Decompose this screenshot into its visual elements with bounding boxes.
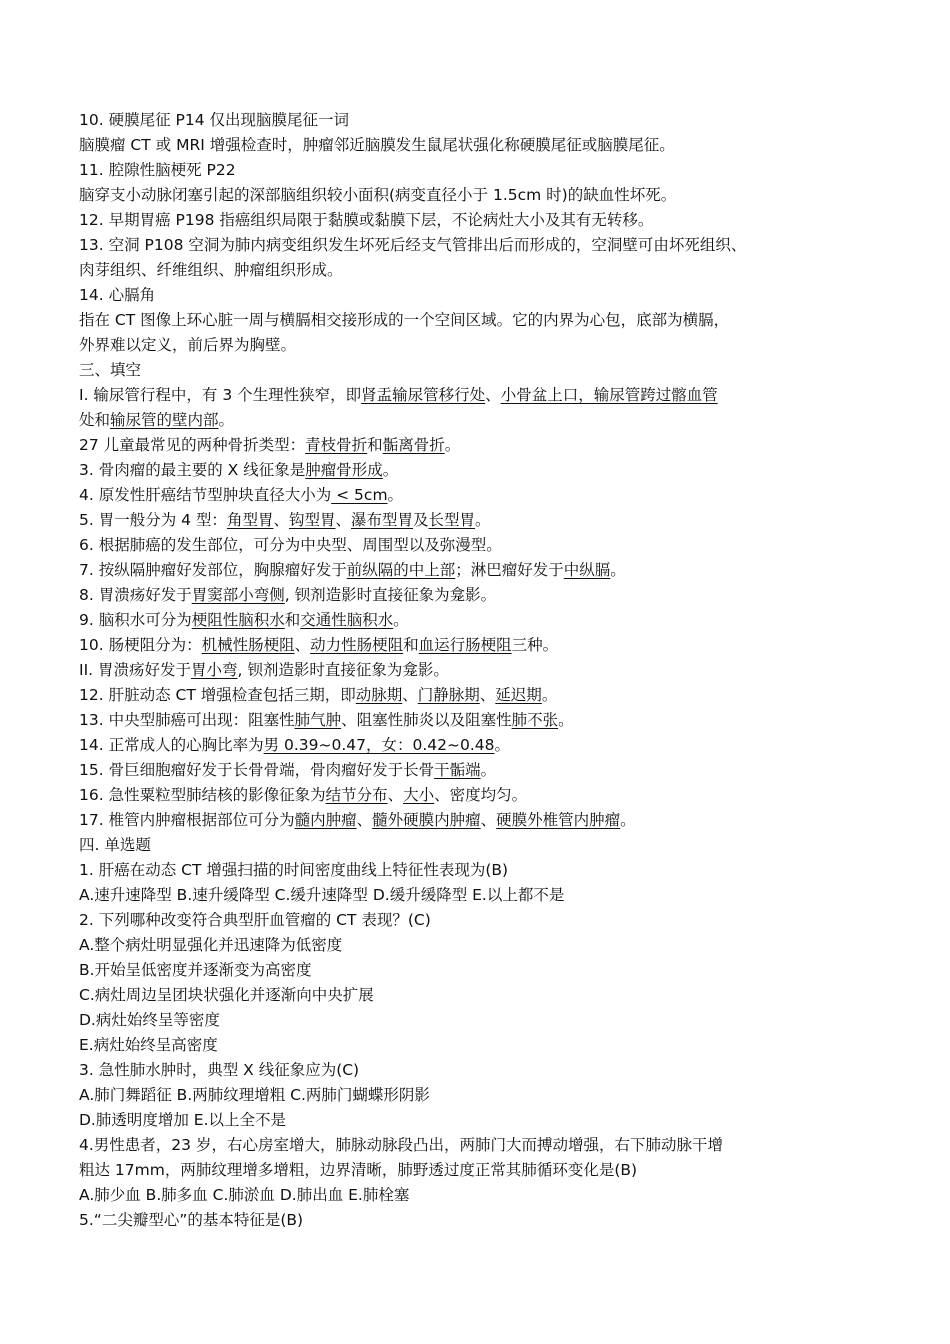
text-line [79, 1133, 879, 1158]
underlined-answer: 血运行肠梗阻 [418, 636, 512, 654]
text-segment: 、 [480, 811, 497, 829]
text-segment: 处 [79, 411, 95, 429]
text-segment: 、 [294, 636, 311, 654]
text-line [79, 1033, 879, 1058]
text-line [79, 308, 879, 333]
text-line [79, 1158, 879, 1183]
text-segment: 11. 腔隙性脑梗死 P22 [79, 161, 236, 179]
text-segment: 、 [387, 786, 404, 804]
text-segment: 13. 中央型肺癌可出现：阻塞性 [79, 711, 295, 729]
text-segment: 5.“二尖瓣型心”的基本特征是(B) [79, 1211, 304, 1229]
text-segment: , 钡剂造影时直接征象为龛影。 [284, 586, 497, 604]
text-segment: 1. 肝癌在动态 CT 增强扫描的时间密度曲线上特征性表现为(B) [79, 861, 509, 879]
text-segment: A.速升速降型 B.速升缓降型 C.缓升速降型 D.缓升缓降型 E.以上都不是 [79, 886, 565, 904]
text-segment: 脑穿支小动脉闭塞引起的深部脑组织较小面积(病变直径小于 1.5cm 时)的缺血性坏死。 [79, 186, 677, 204]
text-line [79, 983, 879, 1008]
text-segment: 指在 CT 图像上环心脏一周与横膈相交接形成的一个空间区域。它的内界为心包，底部为横膈， [79, 311, 730, 329]
text-segment: II. 胃溃疡好发于 [79, 661, 191, 679]
text-segment: I. 输尿管行程中，有 3 个生理性狭窄，即 [79, 386, 362, 404]
underlined-answer: < 5cm [331, 486, 388, 504]
text-line [79, 683, 879, 708]
underlined-answer: 延迟期 [495, 686, 542, 704]
text-line [79, 833, 879, 858]
text-segment: 三种。 [511, 636, 559, 654]
underlined-answer: 干骺端 [434, 761, 481, 779]
text-segment: 15. 骨巨细胞瘤好发于长骨骨端，骨肉瘤好发于长骨 [79, 761, 435, 779]
underlined-answer: 骺离骨折 [382, 436, 445, 454]
text-segment: 。 [494, 736, 511, 754]
text-segment: 27 儿童最常见的两种骨折类型： [79, 436, 306, 454]
underlined-answer: 胃小弯 [191, 661, 238, 679]
underlined-answer: 梗阻性脑积水 [191, 611, 285, 629]
underlined-answer: 角型胃 [226, 511, 274, 529]
text-segment: 。 [387, 486, 404, 504]
underlined-answer: 肺不张 [511, 711, 559, 729]
underlined-answer: 大小 [403, 786, 435, 804]
text-segment: 外界难以定义，前后界为胸壁。 [79, 336, 297, 354]
text-line [79, 283, 879, 308]
underlined-answer: 门静脉期 [417, 686, 480, 704]
text-segment: 。 [480, 761, 497, 779]
text-line [79, 933, 879, 958]
text-segment: 。 [444, 436, 461, 454]
text-segment: 、 [273, 511, 289, 529]
text-line [79, 458, 879, 483]
text-segment: A.肺少血 B.肺多血 C.肺淤血 D.肺出血 E.肺栓塞 [79, 1186, 410, 1204]
underlined-answer: 输尿管的壁内部 [110, 411, 219, 429]
text-segment: 16. 急性粟粒型肺结核的影像征象为 [79, 786, 326, 804]
underlined-answer: 肿瘤骨形成 [305, 461, 383, 479]
text-segment: ；淋巴瘤好发于 [455, 561, 564, 579]
text-segment: 四. 单选题 [79, 836, 151, 854]
text-line [79, 1058, 879, 1083]
text-segment: 6. 根据肺癌的发生部位，可分为中央型、周围型以及弥漫型。 [79, 536, 502, 554]
text-segment: C.病灶周边呈团块状强化并逐渐向中央扩展 [79, 986, 374, 1004]
text-segment: 、 [479, 686, 496, 704]
text-line [79, 558, 879, 583]
text-line [79, 358, 879, 383]
text-line [79, 783, 879, 808]
text-segment: 3. 急性肺水肿时，典型 X 线征象应为(C) [79, 1061, 360, 1079]
underlined-answer: 动脉期 [355, 686, 403, 704]
text-segment: 17. 椎管内肿瘤根据部位可分为 [79, 811, 295, 829]
text-segment: 。 [610, 561, 626, 579]
text-line [79, 1183, 879, 1208]
text-segment: D.肺透明度增加 E.以上全不是 [79, 1111, 287, 1129]
text-segment: 12. 肝脏动态 CT 增强检查包括三期，即 [79, 686, 356, 704]
text-line [79, 808, 879, 833]
text-line [79, 708, 879, 733]
text-segment: 14. 正常成人的心胸比率为 [79, 736, 264, 754]
text-segment: 2. 下列哪种改变符合典型肝血管瘤的 CT 表现？(C) [79, 911, 431, 929]
text-segment: 、 [402, 686, 418, 704]
underlined-answer: 机械性肠梗阻 [201, 636, 295, 654]
text-segment: 肉芽组织、纤维组织、肿瘤组织形成。 [79, 261, 343, 279]
text-segment: B.开始呈低密度并逐渐变为高密度 [79, 961, 312, 979]
text-segment: 5. 胃一般分为 4 型： [79, 511, 227, 529]
text-line [79, 408, 879, 433]
text-line [79, 183, 879, 208]
text-segment: 8. 胃溃疡好发于 [79, 586, 192, 604]
underlined-answer: 钩型胃 [288, 511, 336, 529]
text-line [79, 508, 879, 533]
text-segment: 10. 硬膜尾征 P14 仅出现脑膜尾征一词 [79, 111, 350, 129]
text-line [79, 133, 879, 158]
text-line [79, 858, 879, 883]
text-line [79, 1108, 879, 1133]
text-segment: 、密度均匀。 [434, 786, 528, 804]
text-line [79, 608, 879, 633]
text-line [79, 733, 879, 758]
text-line [79, 758, 879, 783]
underlined-answer: 髓内肿瘤 [294, 811, 357, 829]
text-line [79, 233, 879, 258]
text-segment: 、 [485, 386, 501, 404]
underlined-answer: 结节分布 [325, 786, 388, 804]
text-segment: 14. 心膈角 [79, 286, 156, 304]
underlined-answer: 中纵膈 [563, 561, 611, 579]
text-segment: 。 [558, 711, 574, 729]
text-line [79, 108, 879, 133]
text-segment: 4. 原发性肝癌结节型肿块直径大小为 [79, 486, 332, 504]
text-segment: 12. 早期胃癌 P198 指癌组织局限于黏膜或黏膜下层，不论病灶大小及其有无转移。 [79, 211, 654, 229]
underlined-answer: 男 0.39~0.47，女：0.42~0.48 [263, 736, 495, 754]
text-segment: 。 [382, 461, 399, 479]
text-line [79, 158, 879, 183]
text-segment: 、 [335, 511, 351, 529]
text-segment: 和 [403, 636, 419, 654]
text-segment: 粗达 17mm，两肺纹理增多增粗，边界清晰，肺野透过度正常其肺循环变化是(B) [79, 1161, 638, 1179]
text-line [79, 333, 879, 358]
underlined-answer: 胃窦部小弯侧 [191, 586, 285, 604]
text-line [79, 908, 879, 933]
text-line [79, 1008, 879, 1033]
text-segment: 13. 空洞 P108 空洞为肺内病变组织发生坏死后经支气管排出后而形成的，空洞壁可由坏死组织、 [79, 236, 747, 254]
text-line [79, 383, 879, 408]
text-line [79, 1208, 879, 1233]
text-line [79, 1083, 879, 1108]
text-segment: 及 [413, 511, 429, 529]
underlined-answer: 肾盂输尿管移行处 [361, 386, 486, 404]
text-line [79, 583, 879, 608]
text-segment: 。 [541, 686, 558, 704]
text-segment: 三、填空 [79, 361, 142, 379]
text-line [79, 658, 879, 683]
text-segment: 。 [218, 411, 235, 429]
text-segment: 。 [393, 611, 409, 629]
text-line [79, 258, 879, 283]
text-line [79, 533, 879, 558]
text-segment: 3. 骨肉瘤的最主要的 X 线征象是 [79, 461, 306, 479]
underlined-answer: 小骨盆上口，输尿管跨过髂血管 [500, 386, 718, 404]
text-segment: 和 [94, 411, 111, 429]
text-segment: 、阻塞性肺炎以及阻塞性 [341, 711, 512, 729]
text-segment: E.病灶始终呈高密度 [79, 1036, 218, 1054]
underlined-answer: 硬膜外椎管内肿瘤 [496, 811, 621, 829]
underlined-answer: 动力性肠梗阻 [310, 636, 404, 654]
text-segment: 和 [367, 436, 383, 454]
text-line [79, 433, 879, 458]
underlined-answer: 交通性脑积水 [300, 611, 394, 629]
text-line [79, 958, 879, 983]
text-segment: 10. 肠梗阻分为： [79, 636, 202, 654]
text-segment: A.肺门舞蹈征 B.两肺纹理增粗 C.两肺门蝴蝶形阴影 [79, 1086, 430, 1104]
text-segment: D.病灶始终呈等密度 [79, 1011, 220, 1029]
underlined-answer: 瀑布型胃 [351, 511, 414, 529]
text-segment: 4.男性患者，23 岁，右心房室增大，肺脉动脉段凸出，两肺门大而搏动增强，右下肺动脉干增 [79, 1136, 723, 1154]
text-segment: 。 [620, 811, 636, 829]
text-line [79, 883, 879, 908]
text-segment: 脑膜瘤 CT 或 MRI 增强检查时，肿瘤邻近脑膜发生鼠尾状强化称硬膜尾征或脑膜尾征。 [79, 136, 675, 154]
document-page [79, 108, 879, 1233]
text-segment: 和 [284, 611, 301, 629]
text-line [79, 633, 879, 658]
underlined-answer: 肺气肿 [294, 711, 342, 729]
underlined-answer: 长型胃 [428, 511, 476, 529]
text-segment: 7. 按纵隔肿瘤好发部位，胸腺瘤好发于 [79, 561, 347, 579]
text-segment: 9. 脑积水可分为 [79, 611, 192, 629]
underlined-answer: 前纵隔的中上部 [346, 561, 456, 579]
text-segment: 、 [356, 811, 373, 829]
text-segment: 。 [475, 511, 491, 529]
text-line [79, 208, 879, 233]
text-segment: A.整个病灶明显强化并迅速降为低密度 [79, 936, 343, 954]
underlined-answer: 青枝骨折 [305, 436, 368, 454]
underlined-answer: 髓外硬膜内肿瘤 [372, 811, 481, 829]
text-line [79, 483, 879, 508]
text-segment: , 钡剂造影时直接征象为龛影。 [237, 661, 449, 679]
